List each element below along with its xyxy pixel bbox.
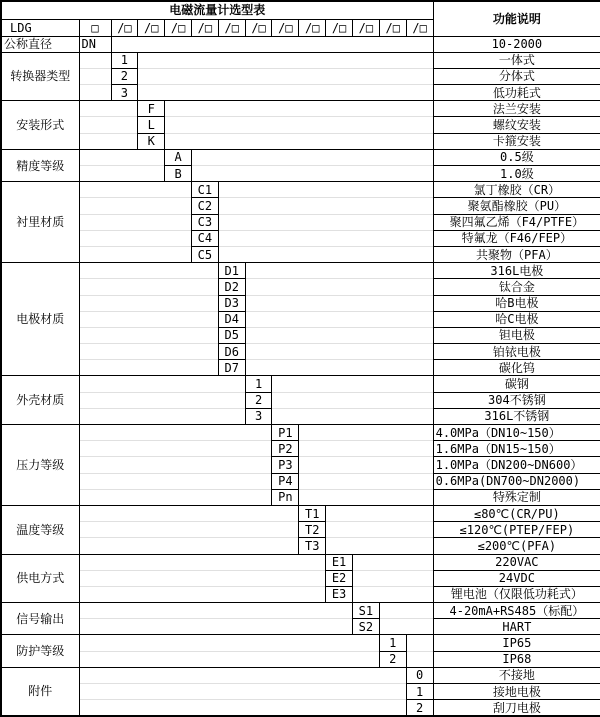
grid-filler xyxy=(79,554,326,570)
code-cell: D1 xyxy=(218,263,245,279)
code-cell: 3 xyxy=(111,85,138,101)
grid-filler xyxy=(79,279,218,295)
code-slot: /□ xyxy=(299,19,326,36)
grid-filler xyxy=(299,489,433,505)
function-cell: 碳化钨 xyxy=(433,360,600,376)
grid-filler xyxy=(79,522,299,538)
grid-filler xyxy=(79,166,165,182)
code-cell: 1 xyxy=(379,635,406,651)
code-cell: S2 xyxy=(352,619,379,635)
function-cell: 接地电极 xyxy=(433,684,600,700)
grid-filler xyxy=(79,538,299,554)
code-cell: S1 xyxy=(352,603,379,619)
function-cell: 特氟龙（F46/FEP） xyxy=(433,230,600,246)
code-cell: B xyxy=(165,166,192,182)
grid-filler xyxy=(299,457,433,473)
section-label: 安装形式 xyxy=(1,101,79,150)
function-cell: ≤200℃(PFA) xyxy=(433,538,600,554)
grid-filler xyxy=(79,441,272,457)
code-cell: C4 xyxy=(191,230,218,246)
section-label: 压力等级 xyxy=(1,425,79,506)
grid-filler xyxy=(326,522,433,538)
grid-filler xyxy=(79,635,379,651)
function-cell: 1.0MPa（DN200~DN600） xyxy=(433,457,600,473)
code-cell: Pn xyxy=(272,489,299,505)
code-slot: /□ xyxy=(218,19,245,36)
section-label: 信号输出 xyxy=(1,603,79,635)
function-cell: 分体式 xyxy=(433,68,600,84)
grid-filler xyxy=(79,473,272,489)
function-cell: ≤80℃(CR/PU) xyxy=(433,505,600,521)
code-cell: L xyxy=(138,117,165,133)
code-cell: 1 xyxy=(245,376,272,392)
grid-filler xyxy=(299,425,433,441)
function-cell: 哈C电极 xyxy=(433,311,600,327)
grid-filler xyxy=(326,538,433,554)
grid-filler xyxy=(79,684,406,700)
function-cell: 0.6MPa(DN700~DN2000) xyxy=(433,473,600,489)
code-cell: 2 xyxy=(245,392,272,408)
code-cell: 2 xyxy=(406,700,433,716)
grid-filler xyxy=(79,149,165,165)
function-cell: 锂电池（仅限低功耗式） xyxy=(433,586,600,602)
code-cell: P4 xyxy=(272,473,299,489)
function-cell: 聚氨酯橡胶（PU） xyxy=(433,198,600,214)
grid-filler xyxy=(79,603,352,619)
function-cell: ≤120℃(PTEP/FEP) xyxy=(433,522,600,538)
code-cell: E1 xyxy=(326,554,353,570)
grid-filler xyxy=(79,230,191,246)
code-slot: /□ xyxy=(191,19,218,36)
code-cell: 0 xyxy=(406,667,433,683)
grid-filler xyxy=(218,246,433,262)
code-cell: C3 xyxy=(191,214,218,230)
section-label: 转换器类型 xyxy=(1,52,79,101)
section-label: 精度等级 xyxy=(1,149,79,181)
grid-filler xyxy=(79,360,218,376)
grid-filler xyxy=(352,554,433,570)
grid-filler xyxy=(272,408,433,424)
section-label: 衬里材质 xyxy=(1,182,79,263)
grid-filler xyxy=(79,425,272,441)
code-cell: F xyxy=(138,101,165,117)
grid-filler xyxy=(79,489,272,505)
function-cell: 碳钢 xyxy=(433,376,600,392)
grid-filler xyxy=(245,279,433,295)
grid-filler xyxy=(79,246,191,262)
function-cell: 钛合金 xyxy=(433,279,600,295)
function-cell: 氯丁橡胶（CR） xyxy=(433,182,600,198)
code-cell: C1 xyxy=(191,182,218,198)
code-slot: /□ xyxy=(352,19,379,36)
grid-filler xyxy=(79,311,218,327)
grid-filler xyxy=(138,68,433,84)
grid-filler xyxy=(79,392,245,408)
grid-filler xyxy=(218,214,433,230)
code-cell: D2 xyxy=(218,279,245,295)
code-cell: T1 xyxy=(299,505,326,521)
grid-filler xyxy=(79,214,191,230)
grid-filler xyxy=(326,505,433,521)
section-label: 外壳材质 xyxy=(1,376,79,425)
function-cell: 316L电极 xyxy=(433,263,600,279)
grid-filler xyxy=(406,651,433,667)
section-label: 供电方式 xyxy=(1,554,79,603)
code-cell: E2 xyxy=(326,570,353,586)
code-cell: 3 xyxy=(245,408,272,424)
function-cell: 法兰安装 xyxy=(433,101,600,117)
grid-filler xyxy=(79,295,218,311)
code-cell: P1 xyxy=(272,425,299,441)
row-label-nominal-diameter: 公称直径 xyxy=(1,36,79,52)
grid-filler xyxy=(272,376,433,392)
grid-filler xyxy=(79,700,406,716)
grid-filler xyxy=(299,473,433,489)
grid-filler xyxy=(165,133,433,149)
function-cell: 螺纹安装 xyxy=(433,117,600,133)
code-cell: 2 xyxy=(111,68,138,84)
grid-filler xyxy=(79,198,191,214)
grid-filler xyxy=(79,133,138,149)
section-label: 防护等级 xyxy=(1,635,79,667)
grid-filler xyxy=(218,230,433,246)
grid-filler xyxy=(218,198,433,214)
code-cell: P3 xyxy=(272,457,299,473)
grid-filler xyxy=(191,149,433,165)
code-cell: D3 xyxy=(218,295,245,311)
code-slot: /□ xyxy=(272,19,299,36)
grid-filler xyxy=(138,52,433,68)
code-slot: /□ xyxy=(379,19,406,36)
grid-filler xyxy=(79,344,218,360)
function-cell: 4-20mA+RS485（标配） xyxy=(433,603,600,619)
code-cell: A xyxy=(165,149,192,165)
function-cell: 4.0MPa（DN10~150） xyxy=(433,425,600,441)
grid-filler xyxy=(245,263,433,279)
code-cell: T3 xyxy=(299,538,326,554)
grid-filler xyxy=(79,619,352,635)
function-cell: 刮刀电极 xyxy=(433,700,600,716)
grid-filler xyxy=(79,408,245,424)
code-cell: C5 xyxy=(191,246,218,262)
model-code: LDG xyxy=(1,19,79,36)
code-slot: /□ xyxy=(165,19,192,36)
grid-filler xyxy=(79,651,379,667)
grid-filler xyxy=(191,166,433,182)
function-cell: 0.5级 xyxy=(433,149,600,165)
grid-filler xyxy=(165,101,433,117)
grid-filler xyxy=(352,586,433,602)
grid-filler xyxy=(272,392,433,408)
function-cell: 220VAC xyxy=(433,554,600,570)
function-cell: 哈B电极 xyxy=(433,295,600,311)
code-cell: C2 xyxy=(191,198,218,214)
function-cell: 特殊定制 xyxy=(433,489,600,505)
code-cell: E3 xyxy=(326,586,353,602)
code-cell: D7 xyxy=(218,360,245,376)
grid-filler xyxy=(245,295,433,311)
grid-filler xyxy=(79,667,406,683)
code-box: □ xyxy=(79,19,111,36)
function-cell: 聚四氟乙烯（F4/PTFE） xyxy=(433,214,600,230)
function-cell: 不接地 xyxy=(433,667,600,683)
code-slot: /□ xyxy=(138,19,165,36)
function-cell: 1.0级 xyxy=(433,166,600,182)
grid-filler xyxy=(165,117,433,133)
grid-filler xyxy=(79,327,218,343)
function-column-header: 功能说明 xyxy=(433,1,600,36)
function-cell: 1.6MPa（DN15~150） xyxy=(433,441,600,457)
grid-filler xyxy=(79,117,138,133)
function-cell: 卡箍安装 xyxy=(433,133,600,149)
dn-code-cell: DN xyxy=(79,36,111,52)
code-cell: 1 xyxy=(406,684,433,700)
code-slot: /□ xyxy=(245,19,272,36)
grid-filler xyxy=(245,360,433,376)
grid-filler xyxy=(79,182,191,198)
code-cell: 2 xyxy=(379,651,406,667)
function-cell: 钽电极 xyxy=(433,327,600,343)
grid-filler xyxy=(111,36,433,52)
function-cell: HART xyxy=(433,619,600,635)
grid-filler xyxy=(245,311,433,327)
grid-filler xyxy=(79,457,272,473)
grid-filler xyxy=(79,376,245,392)
function-cell: 一体式 xyxy=(433,52,600,68)
function-cell: 24VDC xyxy=(433,570,600,586)
grid-filler xyxy=(79,68,111,84)
code-cell: D4 xyxy=(218,311,245,327)
grid-filler xyxy=(79,85,111,101)
grid-filler xyxy=(379,619,433,635)
grid-filler xyxy=(245,344,433,360)
table-title: 电磁流量计选型表 xyxy=(1,1,433,19)
grid-filler xyxy=(79,505,299,521)
grid-filler xyxy=(245,327,433,343)
grid-filler xyxy=(79,52,111,68)
section-label: 附件 xyxy=(1,667,79,716)
code-cell: P2 xyxy=(272,441,299,457)
grid-filler xyxy=(138,85,433,101)
grid-filler xyxy=(79,263,218,279)
section-label: 温度等级 xyxy=(1,505,79,554)
grid-filler xyxy=(379,603,433,619)
code-slot: /□ xyxy=(326,19,353,36)
section-label: 电极材质 xyxy=(1,263,79,376)
code-cell: T2 xyxy=(299,522,326,538)
code-cell: D6 xyxy=(218,344,245,360)
function-cell: IP65 xyxy=(433,635,600,651)
code-slot: /□ xyxy=(111,19,138,36)
function-cell: 10-2000 xyxy=(433,36,600,52)
code-slot: /□ xyxy=(406,19,433,36)
grid-filler xyxy=(352,570,433,586)
grid-filler xyxy=(79,570,326,586)
function-cell: 低功耗式 xyxy=(433,85,600,101)
grid-filler xyxy=(79,586,326,602)
function-cell: 铂铱电极 xyxy=(433,344,600,360)
function-cell: 316L不锈钢 xyxy=(433,408,600,424)
function-cell: 304不锈钢 xyxy=(433,392,600,408)
function-cell: IP68 xyxy=(433,651,600,667)
grid-filler xyxy=(299,441,433,457)
grid-filler xyxy=(79,101,138,117)
function-cell: 共聚物（PFA） xyxy=(433,246,600,262)
grid-filler xyxy=(218,182,433,198)
code-cell: 1 xyxy=(111,52,138,68)
grid-filler xyxy=(406,635,433,651)
code-cell: K xyxy=(138,133,165,149)
code-cell: D5 xyxy=(218,327,245,343)
